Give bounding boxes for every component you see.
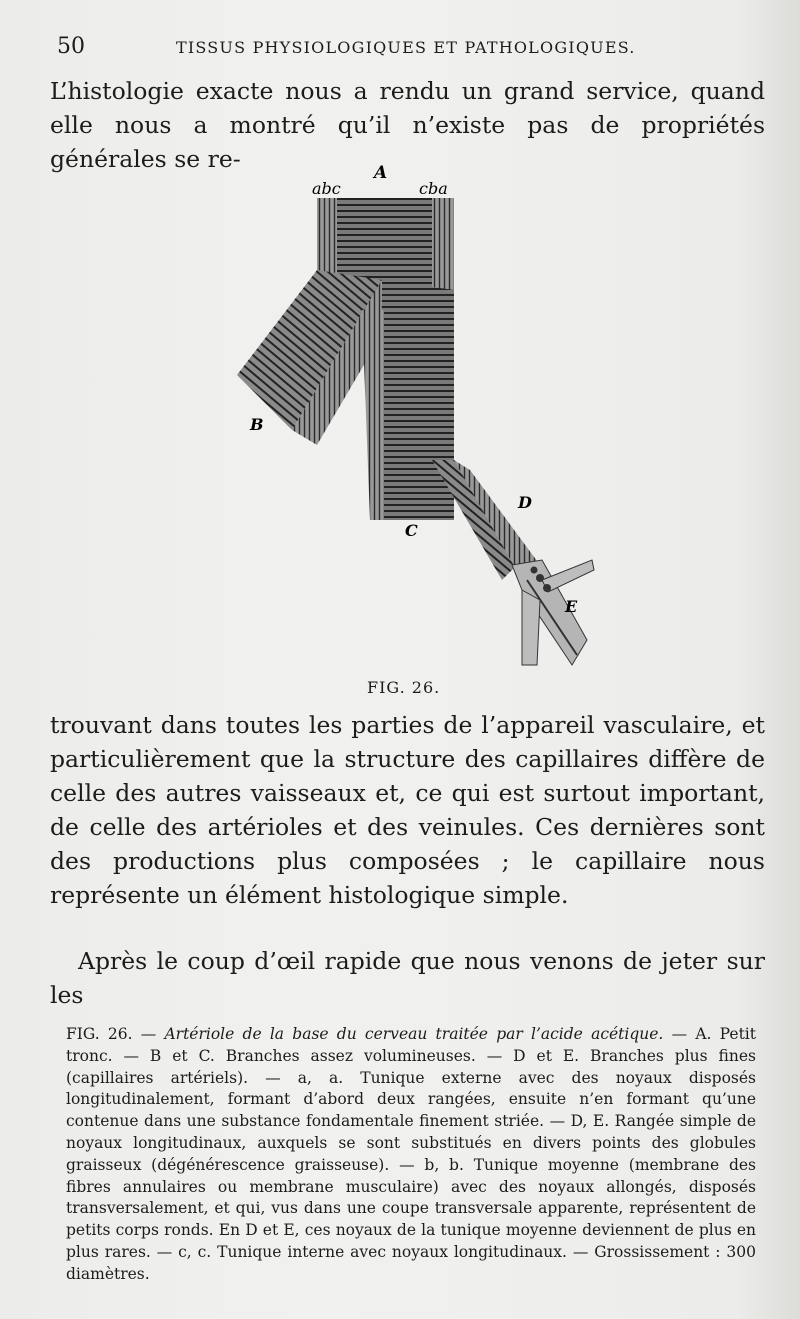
figure-caption — [66, 1024, 756, 1286]
caption-text: A. Petit tronc. — B et C. Branches assez volumineuses. — D et E. Branches plus fines (capillaires artériels). — a, a. Tunique externe avec des noyaux disposés longitudinalement, formant d’abord deux rangées, ensuite n’en formant qu’une contenue dans une substance fondamentale finement striée. — D, E. Rangée simple de noyaux longitudinaux, auxquels se sont substitués en divers points des globules graisseux (dégénérescence graisseuse). — b, b. Tunique moyenne (membrane des fibres annulaires ou membrane musculaire) avec des noyaux allongés, disposés transversalement, et qui, vus dans une coupe transversale apparente, représentent de petits corps ronds. En D et E, ces noyaux de la tunique moyenne deviennent de plus en plus rares. — c, c. Tunique interne avec noyaux longitudinaux. — Grossissement : 300 diamètres. — [66, 1025, 756, 1283]
caption-fig-ref: FIG. 26. — [66, 1025, 133, 1043]
arteriole-illustration — [222, 160, 612, 680]
label-abc: abc — [312, 179, 341, 198]
paragraph-top: L’histologie exacte nous a rendu un grand service, quand elle nous a montré qu’il n’existe pas de propriétés générales se re- — [50, 77, 765, 173]
branch-e — [512, 560, 594, 665]
figure-label: FIG. 26. — [367, 678, 441, 697]
label-e: E — [565, 597, 578, 616]
label-b: B — [250, 415, 264, 434]
paragraph-middle: trouvant dans toutes les parties de l’appareil vasculaire, et particulièrement que la structure des capillaires diffère de celle des autres vaisseaux et, ce qui est surtout important, de celle des artérioles et des veinules. Ces dernières sont des productions plus composées ; le capillaire nous représente un élément histologique simple. — [50, 711, 765, 909]
running-head: TISSUS PHYSIOLOGIQUES ET PATHOLOGIQUES. — [176, 38, 636, 57]
label-d: D — [518, 493, 532, 512]
branch-c — [362, 280, 454, 520]
caption-title: — Artériole de la base du cerveau traitée par l’acide acétique. — — [140, 1025, 688, 1043]
label-c: C — [405, 521, 418, 540]
label-cba: cba — [419, 179, 448, 198]
page-number: 50 — [57, 34, 85, 59]
paragraph-last: Après le coup d’œil rapide que nous venons de jeter sur les — [50, 947, 765, 1009]
label-a: A — [374, 163, 388, 183]
